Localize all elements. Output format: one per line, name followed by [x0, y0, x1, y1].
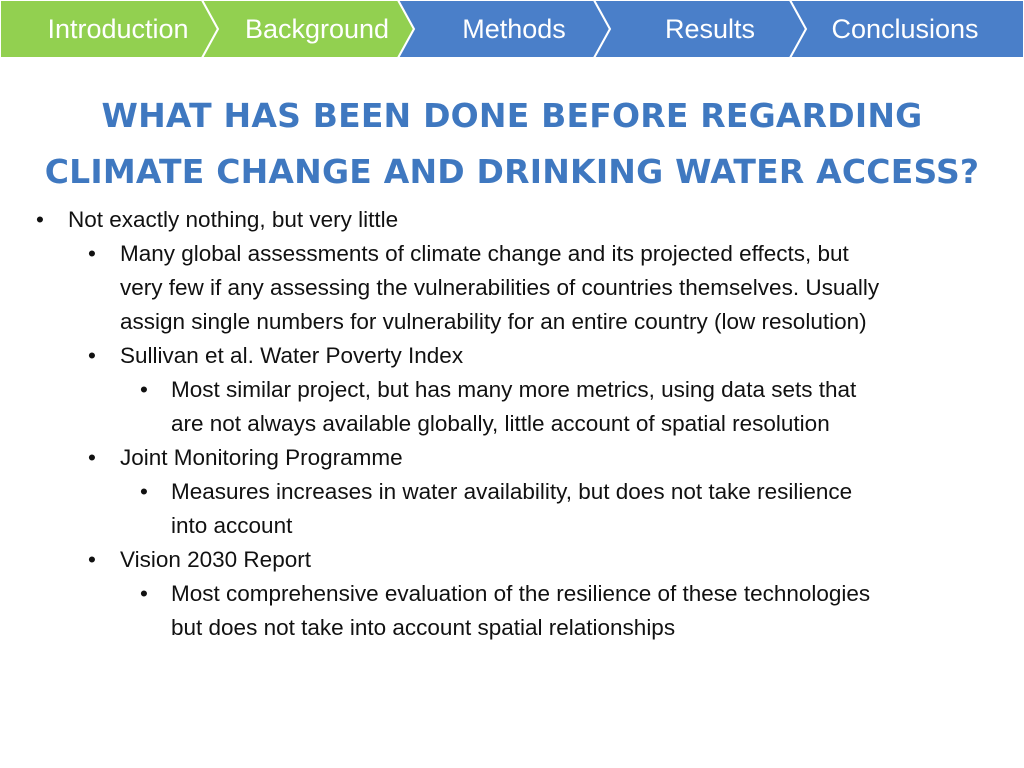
nav-tab-methods[interactable]: Methods [462, 14, 566, 44]
bullet-text: assign single numbers for vulnerability for an entire country (low resolution) [120, 309, 867, 334]
list-item [0, 339, 1024, 373]
bullet-marker: • [140, 377, 148, 402]
list-item [0, 441, 1024, 475]
slide-title-line-2: CLIMATE CHANGE AND DRINKING WATER ACCESS? [44, 152, 980, 191]
slide-title [0, 88, 1024, 200]
list-item [0, 475, 1024, 543]
bullet-text: Sullivan et al. Water Poverty Index [120, 343, 464, 368]
bullet-text: Vision 2030 Report [120, 547, 311, 572]
nav-tab-introduction[interactable]: Introduction [47, 14, 189, 44]
section-nav [0, 0, 1024, 58]
bullet-text: Many global assessments of climate change and its projected effects, but [120, 241, 849, 266]
bullet-text: are not always available globally, little account of spatial resolution [171, 411, 830, 436]
list-item [0, 203, 1024, 237]
bullet-marker: • [36, 207, 44, 232]
bullet-text: into account [171, 513, 293, 538]
bullet-text: Most comprehensive evaluation of the resilience of these technologies [171, 581, 871, 606]
nav-tab-background[interactable]: Background [244, 14, 390, 44]
list-item [0, 543, 1024, 577]
bullet-marker: • [140, 479, 148, 504]
nav-tab-conclusions[interactable]: Conclusions [831, 14, 979, 44]
list-item [0, 577, 1024, 645]
bullet-text: Joint Monitoring Programme [120, 445, 403, 470]
bullet-marker: • [88, 241, 96, 266]
list-item [0, 237, 1024, 339]
nav-tab-results[interactable]: Results [664, 14, 756, 44]
bullet-marker: • [88, 343, 96, 368]
bullet-text: Measures increases in water availability, but does not take resilience [171, 479, 853, 504]
bullet-text: but does not take into account spatial relationships [171, 615, 676, 640]
bullet-marker: • [140, 581, 148, 606]
list-item [0, 373, 1024, 441]
bullet-text: Not exactly nothing, but very little [68, 207, 399, 232]
bullet-list [0, 203, 1024, 645]
bullet-text: very few if any assessing the vulnerabilities of countries themselves. Usually [120, 275, 880, 300]
bullet-marker: • [88, 445, 96, 470]
slide-title-line-1: WHAT HAS BEEN DONE BEFORE REGARDING [101, 96, 923, 135]
bullet-marker: • [88, 547, 96, 572]
bullet-text: Most similar project, but has many more metrics, using data sets that [171, 377, 857, 402]
